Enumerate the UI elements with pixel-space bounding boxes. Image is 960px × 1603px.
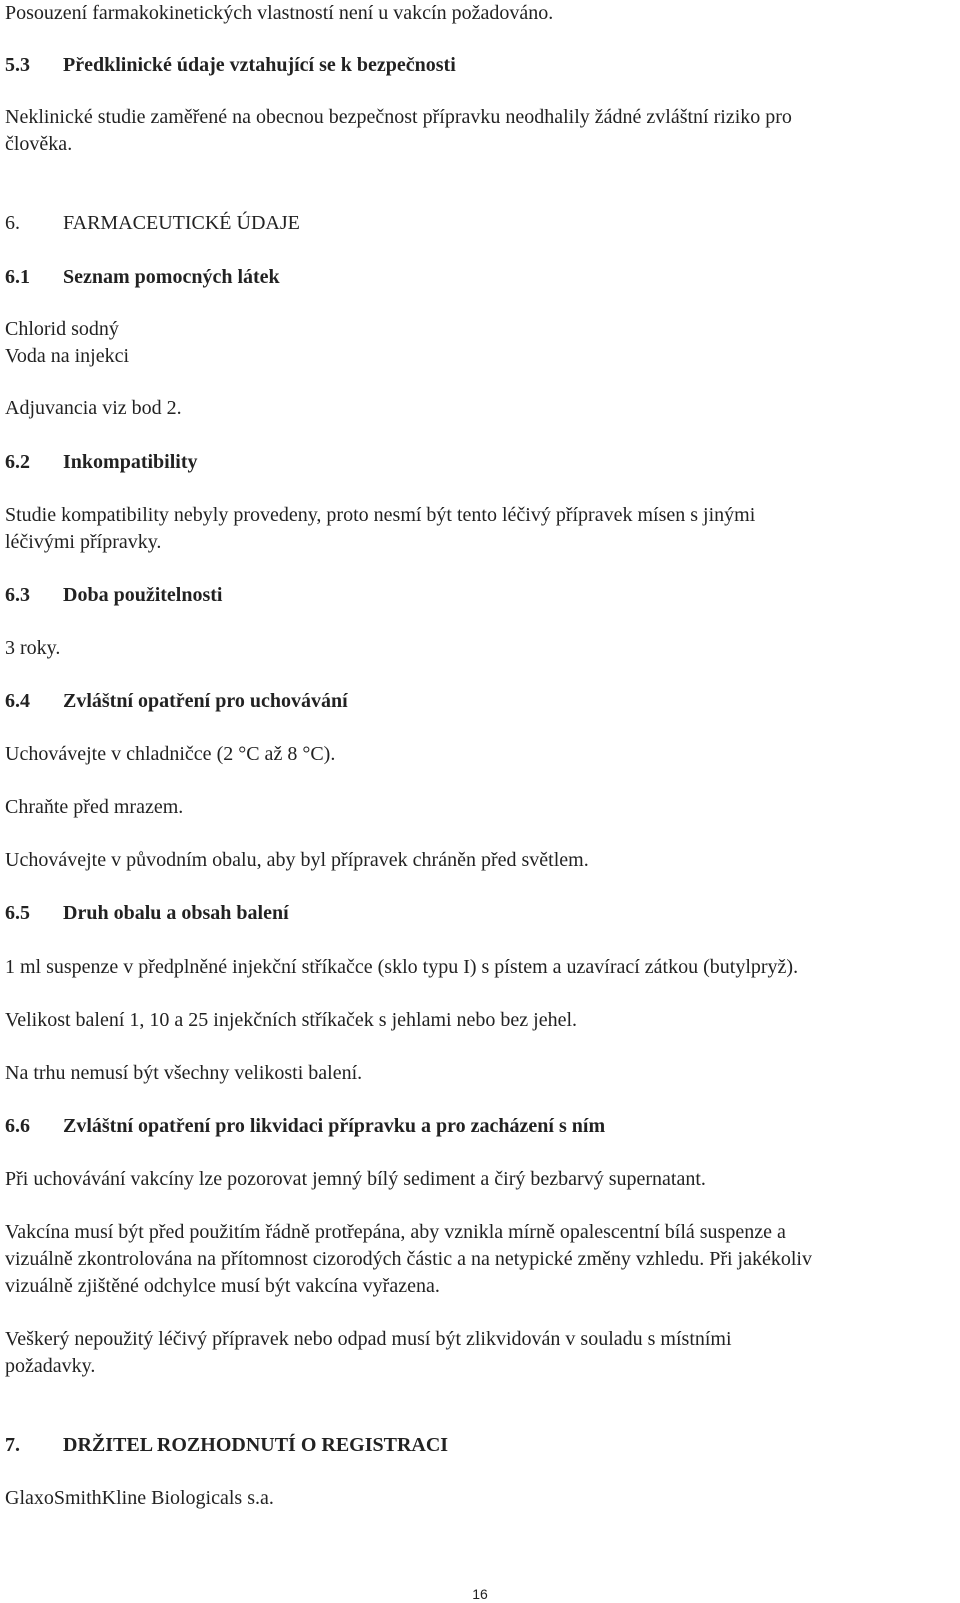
section-title: Inkompatibility bbox=[63, 451, 198, 473]
section-number: 5.3 bbox=[5, 54, 30, 76]
storage-line: Uchovávejte v původním obalu, aby byl přípravek chráněn před světlem. bbox=[5, 849, 589, 871]
section-number: 6.2 bbox=[5, 451, 30, 473]
section-title: Druh obalu a obsah balení bbox=[63, 902, 289, 924]
section-7-heading bbox=[5, 1432, 448, 1459]
paragraph-line: Při uchovávání vakcíny lze pozorovat jemný bílý sediment a čirý bezbarvý supernatant. bbox=[5, 1168, 706, 1190]
paragraph-line: vizuálně zkontrolována na přítomnost cizorodých částic a na netypické změny vzhledu. Při jakékoliv bbox=[5, 1248, 812, 1270]
paragraph-line: Studie kompatibility nebyly provedeny, proto nesmí být tento léčivý přípravek mísen s jinými bbox=[5, 504, 756, 526]
section-number: 6.3 bbox=[5, 584, 30, 606]
paragraph-line: Vakcína musí být před použitím řádně protřepána, aby vznikla mírně opalescentní bílá suspenze a bbox=[5, 1221, 786, 1243]
section-number: 6.4 bbox=[5, 690, 30, 712]
section-number: 6.6 bbox=[5, 1115, 30, 1137]
section-title: FARMACEUTICKÉ ÚDAJE bbox=[63, 212, 300, 234]
storage-line: Chraňte před mrazem. bbox=[5, 796, 184, 818]
section-number: 6.1 bbox=[5, 266, 30, 288]
paragraph-line: léčivými přípravky. bbox=[5, 531, 162, 553]
excipient-item: Adjuvancia viz bod 2. bbox=[5, 397, 182, 419]
section-6-2-heading bbox=[5, 449, 197, 476]
excipient-item: Voda na injekci bbox=[5, 345, 130, 367]
section-6-1-heading bbox=[5, 264, 280, 291]
section-title: Předklinické údaje vztahující se k bezpečnosti bbox=[63, 54, 456, 76]
page-number: 16 bbox=[472, 1586, 488, 1602]
paragraph-line: člověka. bbox=[5, 133, 73, 155]
section-number: 6. bbox=[5, 212, 20, 234]
paragraph-line: Neklinické studie zaměřené na obecnou bezpečnost přípravku neodhalily žádné zvláštní riziko pro bbox=[5, 106, 792, 128]
section-6-heading bbox=[5, 210, 300, 237]
pk-note: Posouzení farmakokinetických vlastností není u vakcín požadováno. bbox=[5, 2, 554, 24]
container-line: Na trhu nemusí být všechny velikosti balení. bbox=[5, 1062, 363, 1084]
section-number: 6.5 bbox=[5, 902, 30, 924]
section-6-4-heading bbox=[5, 688, 348, 715]
marketing-authorisation-holder: GlaxoSmithKline Biologicals s.a. bbox=[5, 1487, 274, 1509]
section-6-6-heading bbox=[5, 1113, 605, 1140]
paragraph-line: vizuálně zjištěné odchylce musí být vakcína vyřazena. bbox=[5, 1275, 440, 1297]
section-6-3-heading bbox=[5, 582, 222, 609]
paragraph-line: Veškerý nepoužitý léčivý přípravek nebo odpad musí být zlikvidován v souladu s místními bbox=[5, 1328, 732, 1350]
container-line: 1 ml suspenze v předplněné injekční stříkačce (sklo typu I) s pístem a uzavírací zátkou (butylpryž). bbox=[5, 956, 799, 978]
section-5-3-heading bbox=[5, 52, 456, 79]
section-title: Doba použitelnosti bbox=[63, 584, 223, 606]
section-6-5-heading bbox=[5, 900, 289, 927]
excipient-item: Chlorid sodný bbox=[5, 318, 119, 340]
section-title: DRŽITEL ROZHODNUTÍ O REGISTRACI bbox=[63, 1434, 449, 1456]
container-line: Velikost balení 1, 10 a 25 injekčních stříkaček s jehlami nebo bez jehel. bbox=[5, 1009, 578, 1031]
shelf-life-text: 3 roky. bbox=[5, 637, 61, 659]
section-number: 7. bbox=[5, 1434, 20, 1456]
paragraph-line: požadavky. bbox=[5, 1355, 96, 1377]
section-title: Zvláštní opatření pro likvidaci přípravku a pro zacházení s ním bbox=[63, 1115, 606, 1137]
section-title: Zvláštní opatření pro uchovávání bbox=[63, 690, 348, 712]
section-title: Seznam pomocných látek bbox=[63, 266, 280, 288]
storage-line: Uchovávejte v chladničce (2 °C až 8 °C). bbox=[5, 743, 336, 765]
